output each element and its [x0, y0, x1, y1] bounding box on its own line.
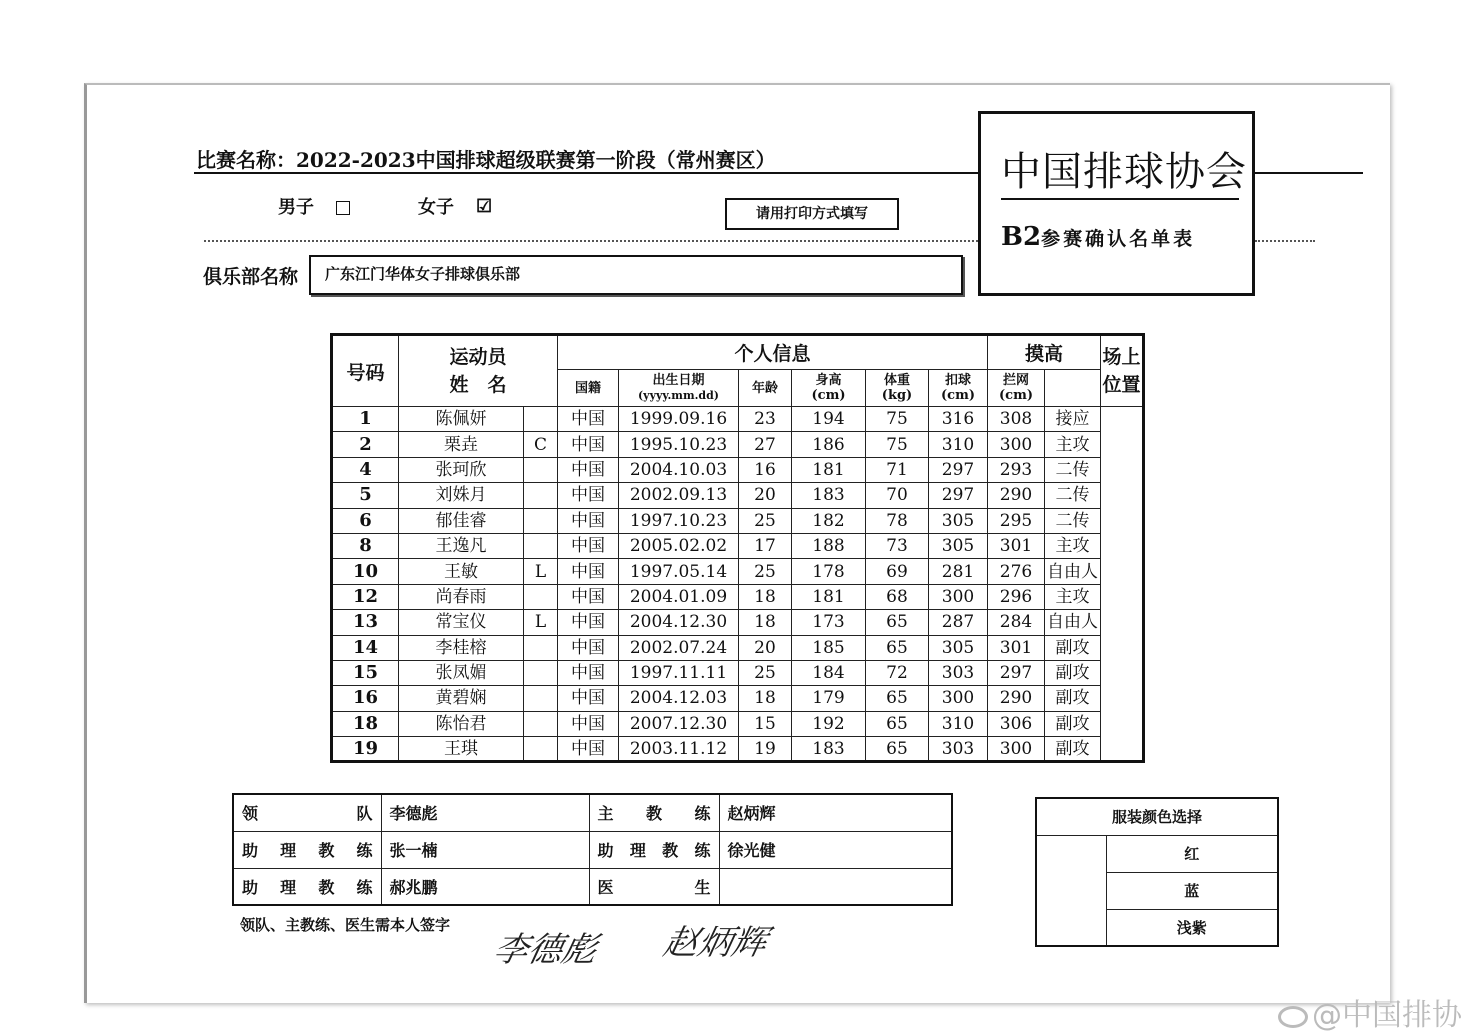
- competition-title: [196, 144, 776, 173]
- cell-nat: 中国: [558, 584, 619, 609]
- table-row: [332, 660, 1144, 685]
- cell-spike: 300: [929, 584, 988, 609]
- cell-weight: 65: [866, 711, 929, 736]
- cell-height: 181: [792, 457, 866, 482]
- cell-birth: 2002.09.13: [619, 483, 739, 508]
- cell-name: 尚春雨: [399, 584, 524, 609]
- cell-no: 4: [332, 457, 399, 482]
- cell-mark: [524, 457, 558, 482]
- cell-spike: 300: [929, 686, 988, 711]
- cell-height: 183: [792, 483, 866, 508]
- cell-nat: 中国: [558, 711, 619, 736]
- table-row: [332, 610, 1144, 635]
- uniform-color: 蓝: [1106, 872, 1278, 909]
- cell-name: 常宝仪: [399, 610, 524, 635]
- male-label: 男子: [278, 197, 314, 218]
- staff-name: 徐光健: [719, 831, 952, 868]
- header-personal: 个人信息: [558, 335, 988, 370]
- male-checkbox[interactable]: [336, 201, 350, 215]
- org-box: [978, 111, 1255, 296]
- weibo-icon: [1278, 1006, 1308, 1028]
- cell-height: 179: [792, 686, 866, 711]
- cell-pos: 副攻: [1045, 711, 1101, 736]
- table-row: [332, 508, 1144, 533]
- uniform-header: 服装颜色选择: [1036, 798, 1278, 835]
- cell-no: 1: [332, 407, 399, 432]
- staff-role-label: 医生: [589, 868, 719, 905]
- staff-role-label: 主教练: [589, 794, 719, 831]
- cell-weight: 71: [866, 457, 929, 482]
- header-block: [988, 370, 1045, 407]
- cell-block: 301: [988, 635, 1045, 660]
- cell-weight: 75: [866, 407, 929, 432]
- cell-birth: 2007.12.30: [619, 711, 739, 736]
- staff-role-label: 助理教练: [233, 868, 381, 905]
- cell-height: 192: [792, 711, 866, 736]
- cell-mark: [524, 584, 558, 609]
- cell-age: 25: [739, 660, 792, 685]
- header-birth-label: 出生日期: [652, 373, 705, 388]
- cell-birth: 1997.05.14: [619, 559, 739, 584]
- club-label: 俱乐部名称: [203, 266, 299, 288]
- cell-birth: 2004.10.03: [619, 457, 739, 482]
- cell-mark: [524, 635, 558, 660]
- header-athlete-1: 运动员: [449, 346, 507, 368]
- uniform-color-table: [1035, 797, 1279, 947]
- cell-pos: 副攻: [1045, 737, 1101, 762]
- cell-pos: 自由人: [1045, 610, 1101, 635]
- cell-name: 陈佩妍: [399, 407, 524, 432]
- form-code: B2: [1001, 222, 1042, 252]
- cell-pos: 副攻: [1045, 686, 1101, 711]
- cell-pos: 二传: [1045, 508, 1101, 533]
- header-birth: [619, 370, 739, 407]
- signature-leader: 李德彪: [490, 930, 601, 970]
- competition-label: 比赛名称：: [196, 148, 296, 172]
- cell-block: 301: [988, 533, 1045, 558]
- cell-nat: 中国: [558, 559, 619, 584]
- cell-block: 295: [988, 508, 1045, 533]
- cell-no: 5: [332, 483, 399, 508]
- cell-block: 284: [988, 610, 1045, 635]
- cell-no: 18: [332, 711, 399, 736]
- cell-height: 188: [792, 533, 866, 558]
- cell-weight: 65: [866, 686, 929, 711]
- cell-no: 10: [332, 559, 399, 584]
- gender-female: [418, 193, 493, 219]
- cell-mark: [524, 508, 558, 533]
- cell-birth: 2003.11.12: [619, 737, 739, 762]
- divider: [194, 172, 978, 174]
- staff-role-label: 助理教练: [233, 831, 381, 868]
- print-notice: 请用打印方式填写: [725, 198, 899, 230]
- header-height-label: 身高: [815, 373, 842, 388]
- cell-pos: 自由人: [1045, 559, 1101, 584]
- cell-block: 296: [988, 584, 1045, 609]
- cell-age: 20: [739, 635, 792, 660]
- staff-role-label: 领队: [233, 794, 381, 831]
- header-spike-label: 扣球: [944, 373, 971, 388]
- cell-age: 17: [739, 533, 792, 558]
- cell-block: 300: [988, 737, 1045, 762]
- cell-birth: 2004.12.30: [619, 610, 739, 635]
- form-title: [1001, 222, 1195, 252]
- cell-mark: L: [524, 559, 558, 584]
- cell-spike: 305: [929, 635, 988, 660]
- uniform-color: 红: [1106, 835, 1278, 872]
- header-athlete: [399, 335, 558, 407]
- cell-mark: [524, 660, 558, 685]
- cell-mark: C: [524, 432, 558, 457]
- cell-age: 20: [739, 483, 792, 508]
- cell-spike: 303: [929, 737, 988, 762]
- staff-row: [233, 831, 952, 868]
- cell-block: 290: [988, 483, 1045, 508]
- cell-block: 308: [988, 407, 1045, 432]
- cell-weight: 78: [866, 508, 929, 533]
- cell-height: 181: [792, 584, 866, 609]
- gender-male: [278, 193, 350, 219]
- cell-block: 276: [988, 559, 1045, 584]
- cell-nat: 中国: [558, 686, 619, 711]
- signature-coach: 赵炳辉: [660, 923, 771, 963]
- cell-age: 16: [739, 457, 792, 482]
- header-weight-unit: (kg): [881, 388, 913, 403]
- cell-birth: 2002.07.24: [619, 635, 739, 660]
- cell-age: 25: [739, 559, 792, 584]
- cell-age: 15: [739, 711, 792, 736]
- cell-weight: 65: [866, 635, 929, 660]
- cell-height: 185: [792, 635, 866, 660]
- cell-pos: 接应: [1045, 407, 1101, 432]
- staff-name: 赵炳辉: [719, 794, 952, 831]
- cell-name: 郁佳睿: [399, 508, 524, 533]
- header-spike-unit: (cm): [941, 388, 975, 403]
- cell-pos: 副攻: [1045, 635, 1101, 660]
- header-position-2: 位置: [1102, 374, 1141, 396]
- cell-name: 王敏: [399, 559, 524, 584]
- staff-table: [232, 793, 953, 906]
- table-row: [332, 584, 1144, 609]
- cell-age: 18: [739, 610, 792, 635]
- cell-nat: 中国: [558, 407, 619, 432]
- cell-pos: 二传: [1045, 483, 1101, 508]
- cell-mark: [524, 686, 558, 711]
- org-title: 中国排球协会: [1001, 149, 1247, 195]
- table-row: [332, 407, 1144, 432]
- table-row: [332, 559, 1144, 584]
- cell-nat: 中国: [558, 660, 619, 685]
- cell-weight: 70: [866, 483, 929, 508]
- table-row: [332, 457, 1144, 482]
- cell-no: 2: [332, 432, 399, 457]
- cell-weight: 73: [866, 533, 929, 558]
- cell-weight: 75: [866, 432, 929, 457]
- header-reach: 摸高: [988, 335, 1101, 370]
- cell-weight: 65: [866, 610, 929, 635]
- cell-height: 173: [792, 610, 866, 635]
- cell-no: 19: [332, 737, 399, 762]
- cell-nat: 中国: [558, 483, 619, 508]
- dotted-divider: [1255, 240, 1315, 242]
- cell-age: 25: [739, 508, 792, 533]
- club-name-field[interactable]: 广东江门华体女子排球俱乐部: [309, 255, 963, 295]
- header-weight-label: 体重: [883, 373, 910, 388]
- header-spike: [929, 370, 988, 407]
- cell-birth: 1999.09.16: [619, 407, 739, 432]
- header-nationality: 国籍: [558, 370, 619, 407]
- female-label: 女子: [418, 197, 454, 218]
- cell-spike: 316: [929, 407, 988, 432]
- table-row: [332, 432, 1144, 457]
- form-name: 参赛确认名单表: [1041, 228, 1196, 250]
- cell-mark: [524, 483, 558, 508]
- cell-nat: 中国: [558, 737, 619, 762]
- cell-pos: 二传: [1045, 457, 1101, 482]
- cell-mark: [524, 533, 558, 558]
- cell-spike: 310: [929, 432, 988, 457]
- cell-height: 184: [792, 660, 866, 685]
- cell-name: 陈怡君: [399, 711, 524, 736]
- cell-no: 12: [332, 584, 399, 609]
- cell-pos: 主攻: [1045, 432, 1101, 457]
- cell-name: 张珂欣: [399, 457, 524, 482]
- header-block-label: 拦网: [1002, 373, 1029, 388]
- watermark-text: @中国排协: [1312, 998, 1462, 1033]
- cell-birth: 1997.11.11: [619, 660, 739, 685]
- cell-weight: 68: [866, 584, 929, 609]
- table-row: [332, 737, 1144, 762]
- cell-mark: [524, 711, 558, 736]
- cell-height: 183: [792, 737, 866, 762]
- roster-table: [330, 333, 1145, 763]
- cell-no: 8: [332, 533, 399, 558]
- cell-height: 182: [792, 508, 866, 533]
- divider: [1001, 198, 1239, 200]
- table-row: [332, 711, 1144, 736]
- cell-name: 黄碧娴: [399, 686, 524, 711]
- cell-no: 16: [332, 686, 399, 711]
- cell-spike: 305: [929, 508, 988, 533]
- cell-name: 李桂榕: [399, 635, 524, 660]
- cell-weight: 69: [866, 559, 929, 584]
- cell-mark: [524, 407, 558, 432]
- cell-no: 6: [332, 508, 399, 533]
- cell-nat: 中国: [558, 457, 619, 482]
- cell-height: 178: [792, 559, 866, 584]
- cell-height: 194: [792, 407, 866, 432]
- cell-birth: 2004.12.03: [619, 686, 739, 711]
- cell-age: 18: [739, 584, 792, 609]
- cell-name: 张凤媚: [399, 660, 524, 685]
- header-height: [792, 370, 866, 407]
- cell-nat: 中国: [558, 508, 619, 533]
- uniform-blank: [1036, 835, 1106, 946]
- table-row: [332, 686, 1144, 711]
- header-block-unit: (cm): [999, 388, 1033, 403]
- cell-height: 186: [792, 432, 866, 457]
- cell-spike: 287: [929, 610, 988, 635]
- cell-age: 27: [739, 432, 792, 457]
- cell-birth: 2004.01.09: [619, 584, 739, 609]
- cell-block: 297: [988, 660, 1045, 685]
- cell-mark: [524, 737, 558, 762]
- staff-row: [233, 794, 952, 831]
- header-age: 年龄: [739, 370, 792, 407]
- table-row: [332, 635, 1144, 660]
- cell-name: 王逸凡: [399, 533, 524, 558]
- cell-nat: 中国: [558, 610, 619, 635]
- watermark: [1278, 990, 1462, 1034]
- cell-birth: 1997.10.23: [619, 508, 739, 533]
- cell-age: 19: [739, 737, 792, 762]
- female-checkbox[interactable]: ☑: [476, 196, 493, 217]
- cell-no: 14: [332, 635, 399, 660]
- uniform-color: 浅紫: [1106, 909, 1278, 946]
- cell-name: 王琪: [399, 737, 524, 762]
- cell-spike: 297: [929, 483, 988, 508]
- cell-spike: 297: [929, 457, 988, 482]
- cell-pos: 主攻: [1045, 533, 1101, 558]
- header-height-unit: (cm): [811, 388, 846, 403]
- cell-age: 23: [739, 407, 792, 432]
- cell-nat: 中国: [558, 635, 619, 660]
- header-position-1: 场上: [1102, 346, 1141, 368]
- cell-spike: 281: [929, 559, 988, 584]
- cell-spike: 303: [929, 660, 988, 685]
- competition-name: 2022-2023中国排球超级联赛第一阶段（常州赛区）: [296, 148, 776, 172]
- cell-name: 栗垚: [399, 432, 524, 457]
- cell-pos: 主攻: [1045, 584, 1101, 609]
- cell-birth: 1995.10.23: [619, 432, 739, 457]
- cell-mark: L: [524, 610, 558, 635]
- dotted-divider: [204, 240, 978, 242]
- staff-name: 郝兆鹏: [381, 868, 589, 905]
- cell-birth: 2005.02.02: [619, 533, 739, 558]
- header-athlete-2: 姓 名: [449, 374, 507, 396]
- cell-weight: 65: [866, 737, 929, 762]
- staff-name: [719, 868, 952, 905]
- staff-row: [233, 868, 952, 905]
- table-row: [332, 483, 1144, 508]
- header-position: [1100, 335, 1143, 407]
- divider: [1255, 172, 1363, 174]
- cell-age: 18: [739, 686, 792, 711]
- header-number: 号码: [332, 335, 399, 407]
- cell-pos: 副攻: [1045, 660, 1101, 685]
- cell-no: 13: [332, 610, 399, 635]
- cell-name: 刘姝月: [399, 483, 524, 508]
- cell-spike: 310: [929, 711, 988, 736]
- cell-spike: 305: [929, 533, 988, 558]
- staff-name: 张一楠: [381, 831, 589, 868]
- cell-block: 290: [988, 686, 1045, 711]
- staff-name: 李德彪: [381, 794, 589, 831]
- cell-no: 15: [332, 660, 399, 685]
- cell-block: 300: [988, 432, 1045, 457]
- cell-weight: 72: [866, 660, 929, 685]
- signature-note: 领队、主教练、医生需本人签字: [240, 916, 451, 934]
- table-row: [332, 533, 1144, 558]
- header-birth-format: (yyyy.mm.dd): [637, 389, 720, 402]
- cell-block: 293: [988, 457, 1045, 482]
- staff-role-label: 助理教练: [589, 831, 719, 868]
- cell-nat: 中国: [558, 533, 619, 558]
- cell-nat: 中国: [558, 432, 619, 457]
- cell-block: 306: [988, 711, 1045, 736]
- header-weight: [866, 370, 929, 407]
